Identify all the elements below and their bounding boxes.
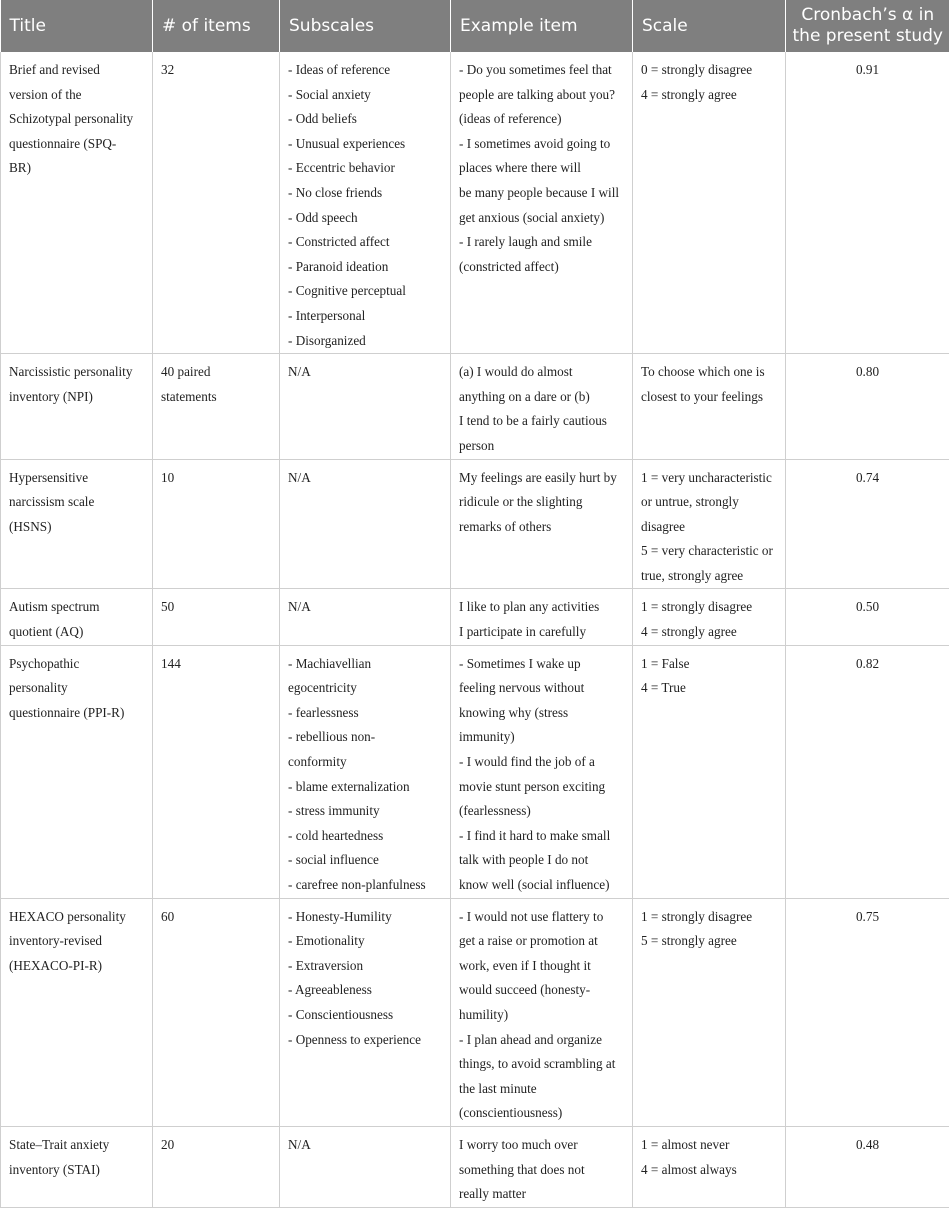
cell-subscales-line: - Cognitive perceptual <box>288 279 442 304</box>
header-title: Title <box>1 0 153 52</box>
cell-example-line: anything on a dare or (b) <box>459 385 624 410</box>
cell-scale <box>633 589 786 645</box>
cell-subscales-line: - Agreeableness <box>288 978 442 1003</box>
cell-subscales-line: - Conscientiousness <box>288 1003 442 1028</box>
cell-scale-line: 4 = almost always <box>641 1158 777 1183</box>
cell-title-line: personality <box>9 676 144 701</box>
cell-subscales <box>280 589 451 645</box>
cell-scale-line: 1 = strongly disagree <box>641 595 777 620</box>
cell-example-line: feeling nervous without <box>459 676 624 701</box>
cell-scale-line: 1 = almost never <box>641 1133 777 1158</box>
cell-scale-line: 5 = very characteristic or <box>641 539 777 564</box>
cell-example-line: (ideas of reference) <box>459 107 624 132</box>
cell-subscales-line: - fearlessness <box>288 701 442 726</box>
cell-title-line: (HSNS) <box>9 515 144 540</box>
cell-subscales-line: - No close friends <box>288 181 442 206</box>
cell-example-line: knowing why (stress <box>459 701 624 726</box>
cell-title-line: inventory (STAI) <box>9 1158 144 1183</box>
cell-subscales-line: - social influence <box>288 848 442 873</box>
cell-items-line: 10 <box>161 466 271 491</box>
cell-subscales <box>280 898 451 1126</box>
table-body <box>1 52 949 1207</box>
cell-example-line: movie stunt person exciting <box>459 775 624 800</box>
cell-alpha: 0.80 <box>786 354 949 459</box>
cell-example-line: be many people because I will <box>459 181 624 206</box>
cell-example-line: things, to avoid scrambling at <box>459 1052 624 1077</box>
cell-items-line: 144 <box>161 652 271 677</box>
cell-subscales-line: - cold heartedness <box>288 824 442 849</box>
cell-title <box>1 898 153 1126</box>
cell-scale-line: disagree <box>641 515 777 540</box>
cell-subscales-line: - Eccentric behavior <box>288 156 442 181</box>
cell-example <box>451 645 633 898</box>
cell-example-line: I like to plan any activities <box>459 595 624 620</box>
cell-example <box>451 589 633 645</box>
cell-subscales-line: - blame externalization <box>288 775 442 800</box>
header-subscales: Subscales <box>280 0 451 52</box>
cell-title-line: Brief and revised <box>9 58 144 83</box>
cell-title <box>1 589 153 645</box>
cell-items-line: 20 <box>161 1133 271 1158</box>
cell-alpha: 0.50 <box>786 589 949 645</box>
cell-subscales-line: N/A <box>288 360 442 385</box>
cell-example-line: - I plan ahead and organize <box>459 1028 624 1053</box>
cell-items <box>153 645 280 898</box>
cell-scale-line: closest to your feelings <box>641 385 777 410</box>
table-row <box>1 52 949 354</box>
cell-scale <box>633 459 786 589</box>
cell-subscales-line: - Odd speech <box>288 206 442 231</box>
cell-example-line: work, even if I thought it <box>459 954 624 979</box>
cell-items-line: statements <box>161 385 271 410</box>
cell-scale-line: 1 = False <box>641 652 777 677</box>
cell-subscales <box>280 52 451 354</box>
cell-title-line: Autism spectrum <box>9 595 144 620</box>
cell-alpha: 0.74 <box>786 459 949 589</box>
cell-subscales-line: - Extraversion <box>288 954 442 979</box>
cell-example-line: would succeed (honesty- <box>459 978 624 1003</box>
table-row <box>1 459 949 589</box>
cell-example <box>451 1126 633 1207</box>
header-alpha-line1: Cronbach’s α in <box>792 5 944 26</box>
cell-subscales-line: conformity <box>288 750 442 775</box>
cell-subscales-line: - carefree non-planfulness <box>288 873 442 898</box>
cell-items <box>153 1126 280 1207</box>
cell-title-line: inventory (NPI) <box>9 385 144 410</box>
cell-alpha: 0.75 <box>786 898 949 1126</box>
cell-subscales-line: N/A <box>288 466 442 491</box>
cell-example-line: - Sometimes I wake up <box>459 652 624 677</box>
cell-title-line: (HEXACO-PI-R) <box>9 954 144 979</box>
cell-items <box>153 589 280 645</box>
cell-example-line: immunity) <box>459 725 624 750</box>
cell-items <box>153 898 280 1126</box>
cell-subscales-line: egocentricity <box>288 676 442 701</box>
cell-scale-line: 1 = very uncharacteristic <box>641 466 777 491</box>
cell-example-line: (fearlessness) <box>459 799 624 824</box>
cell-scale <box>633 898 786 1126</box>
cell-items <box>153 459 280 589</box>
cell-subscales <box>280 459 451 589</box>
header-items: # of items <box>153 0 280 52</box>
table-header <box>1 0 949 52</box>
cell-title-line: quotient (AQ) <box>9 620 144 645</box>
table-row <box>1 354 949 459</box>
cell-scale-line: 4 = strongly agree <box>641 83 777 108</box>
cell-example <box>451 52 633 354</box>
cell-example-line: really matter <box>459 1182 624 1207</box>
cell-scale-line: 5 = strongly agree <box>641 929 777 954</box>
cell-scale <box>633 354 786 459</box>
cell-title-line: BR) <box>9 156 144 181</box>
cell-subscales-line: - Emotionality <box>288 929 442 954</box>
cell-subscales-line: - Constricted affect <box>288 230 442 255</box>
cell-example-line: person <box>459 434 624 459</box>
cell-subscales-line: - Openness to experience <box>288 1028 442 1053</box>
cell-example-line: get a raise or promotion at <box>459 929 624 954</box>
cell-title <box>1 52 153 354</box>
cell-example-line: - I find it hard to make small <box>459 824 624 849</box>
cell-title-line: State–Trait anxiety <box>9 1133 144 1158</box>
header-alpha <box>786 0 949 52</box>
cell-scale <box>633 645 786 898</box>
cell-subscales-line: - Unusual experiences <box>288 132 442 157</box>
cell-example-line: the last minute <box>459 1077 624 1102</box>
table-row <box>1 898 949 1126</box>
cell-subscales-line: - Honesty-Humility <box>288 905 442 930</box>
cell-example <box>451 898 633 1126</box>
cell-alpha: 0.48 <box>786 1126 949 1207</box>
cell-example-line: My feelings are easily hurt by <box>459 466 624 491</box>
cell-example-line: - Do you sometimes feel that <box>459 58 624 83</box>
cell-example-line: I participate in carefully <box>459 620 624 645</box>
cell-title-line: Schizotypal personality <box>9 107 144 132</box>
cell-subscales-line: - rebellious non- <box>288 725 442 750</box>
cell-example <box>451 459 633 589</box>
header-scale: Scale <box>633 0 786 52</box>
cell-alpha: 0.91 <box>786 52 949 354</box>
cell-example <box>451 354 633 459</box>
cell-example-line: people are talking about you? <box>459 83 624 108</box>
cell-title-line: HEXACO personality <box>9 905 144 930</box>
cell-title-line: inventory-revised <box>9 929 144 954</box>
cell-items <box>153 354 280 459</box>
cell-example-line: places where there will <box>459 156 624 181</box>
cell-subscales-line: N/A <box>288 595 442 620</box>
cell-example-line: - I rarely laugh and smile <box>459 230 624 255</box>
cell-example-line: ridicule or the slighting <box>459 490 624 515</box>
cell-title <box>1 354 153 459</box>
cell-example-line: I worry too much over <box>459 1133 624 1158</box>
cell-title-line: version of the <box>9 83 144 108</box>
cell-subscales-line: - Machiavellian <box>288 652 442 677</box>
header-example: Example item <box>451 0 633 52</box>
cell-scale-line: or untrue, strongly <box>641 490 777 515</box>
cell-items-line: 32 <box>161 58 271 83</box>
cell-items-line: 40 paired <box>161 360 271 385</box>
cell-example-line: (a) I would do almost <box>459 360 624 385</box>
cell-subscales <box>280 354 451 459</box>
cell-example-line: - I would not use flattery to <box>459 905 624 930</box>
cell-items-line: 60 <box>161 905 271 930</box>
table-row <box>1 645 949 898</box>
header-alpha-line2: the present study <box>792 26 944 47</box>
cell-scale-line: true, strongly agree <box>641 564 777 589</box>
table-row <box>1 1126 949 1207</box>
cell-subscales <box>280 645 451 898</box>
cell-title-line: questionnaire (SPQ- <box>9 132 144 157</box>
cell-title <box>1 1126 153 1207</box>
cell-subscales-line: - stress immunity <box>288 799 442 824</box>
cell-example-line: I tend to be a fairly cautious <box>459 409 624 434</box>
table-row <box>1 589 949 645</box>
cell-title-line: Narcissistic personality <box>9 360 144 385</box>
cell-example-line: - I would find the job of a <box>459 750 624 775</box>
cell-title-line: Hypersensitive <box>9 466 144 491</box>
cell-subscales-line: - Disorganized <box>288 329 442 354</box>
cell-scale-line: 4 = True <box>641 676 777 701</box>
cell-subscales-line: - Odd beliefs <box>288 107 442 132</box>
cell-scale-line: To choose which one is <box>641 360 777 385</box>
cell-example-line: talk with people I do not <box>459 848 624 873</box>
cell-example-line: (conscientiousness) <box>459 1101 624 1126</box>
cell-title-line: narcissism scale <box>9 490 144 515</box>
cell-example-line: know well (social influence) <box>459 873 624 898</box>
cell-example-line: - I sometimes avoid going to <box>459 132 624 157</box>
cell-scale-line: 4 = strongly agree <box>641 620 777 645</box>
cell-example-line: remarks of others <box>459 515 624 540</box>
cell-subscales-line: - Paranoid ideation <box>288 255 442 280</box>
cell-items-line: 50 <box>161 595 271 620</box>
cell-example-line: humility) <box>459 1003 624 1028</box>
cell-scale-line: 1 = strongly disagree <box>641 905 777 930</box>
cell-subscales-line: - Ideas of reference <box>288 58 442 83</box>
cell-title <box>1 645 153 898</box>
cell-scale-line: 0 = strongly disagree <box>641 58 777 83</box>
cell-title-line: questionnaire (PPI-R) <box>9 701 144 726</box>
cell-subscales-line: N/A <box>288 1133 442 1158</box>
cell-title <box>1 459 153 589</box>
cell-example-line: something that does not <box>459 1158 624 1183</box>
cell-subscales <box>280 1126 451 1207</box>
cell-example-line: get anxious (social anxiety) <box>459 206 624 231</box>
cell-scale <box>633 1126 786 1207</box>
cell-scale <box>633 52 786 354</box>
cell-example-line: (constricted affect) <box>459 255 624 280</box>
cell-subscales-line: - Social anxiety <box>288 83 442 108</box>
cell-subscales-line: - Interpersonal <box>288 304 442 329</box>
cell-alpha: 0.82 <box>786 645 949 898</box>
cell-items <box>153 52 280 354</box>
cell-title-line: Psychopathic <box>9 652 144 677</box>
